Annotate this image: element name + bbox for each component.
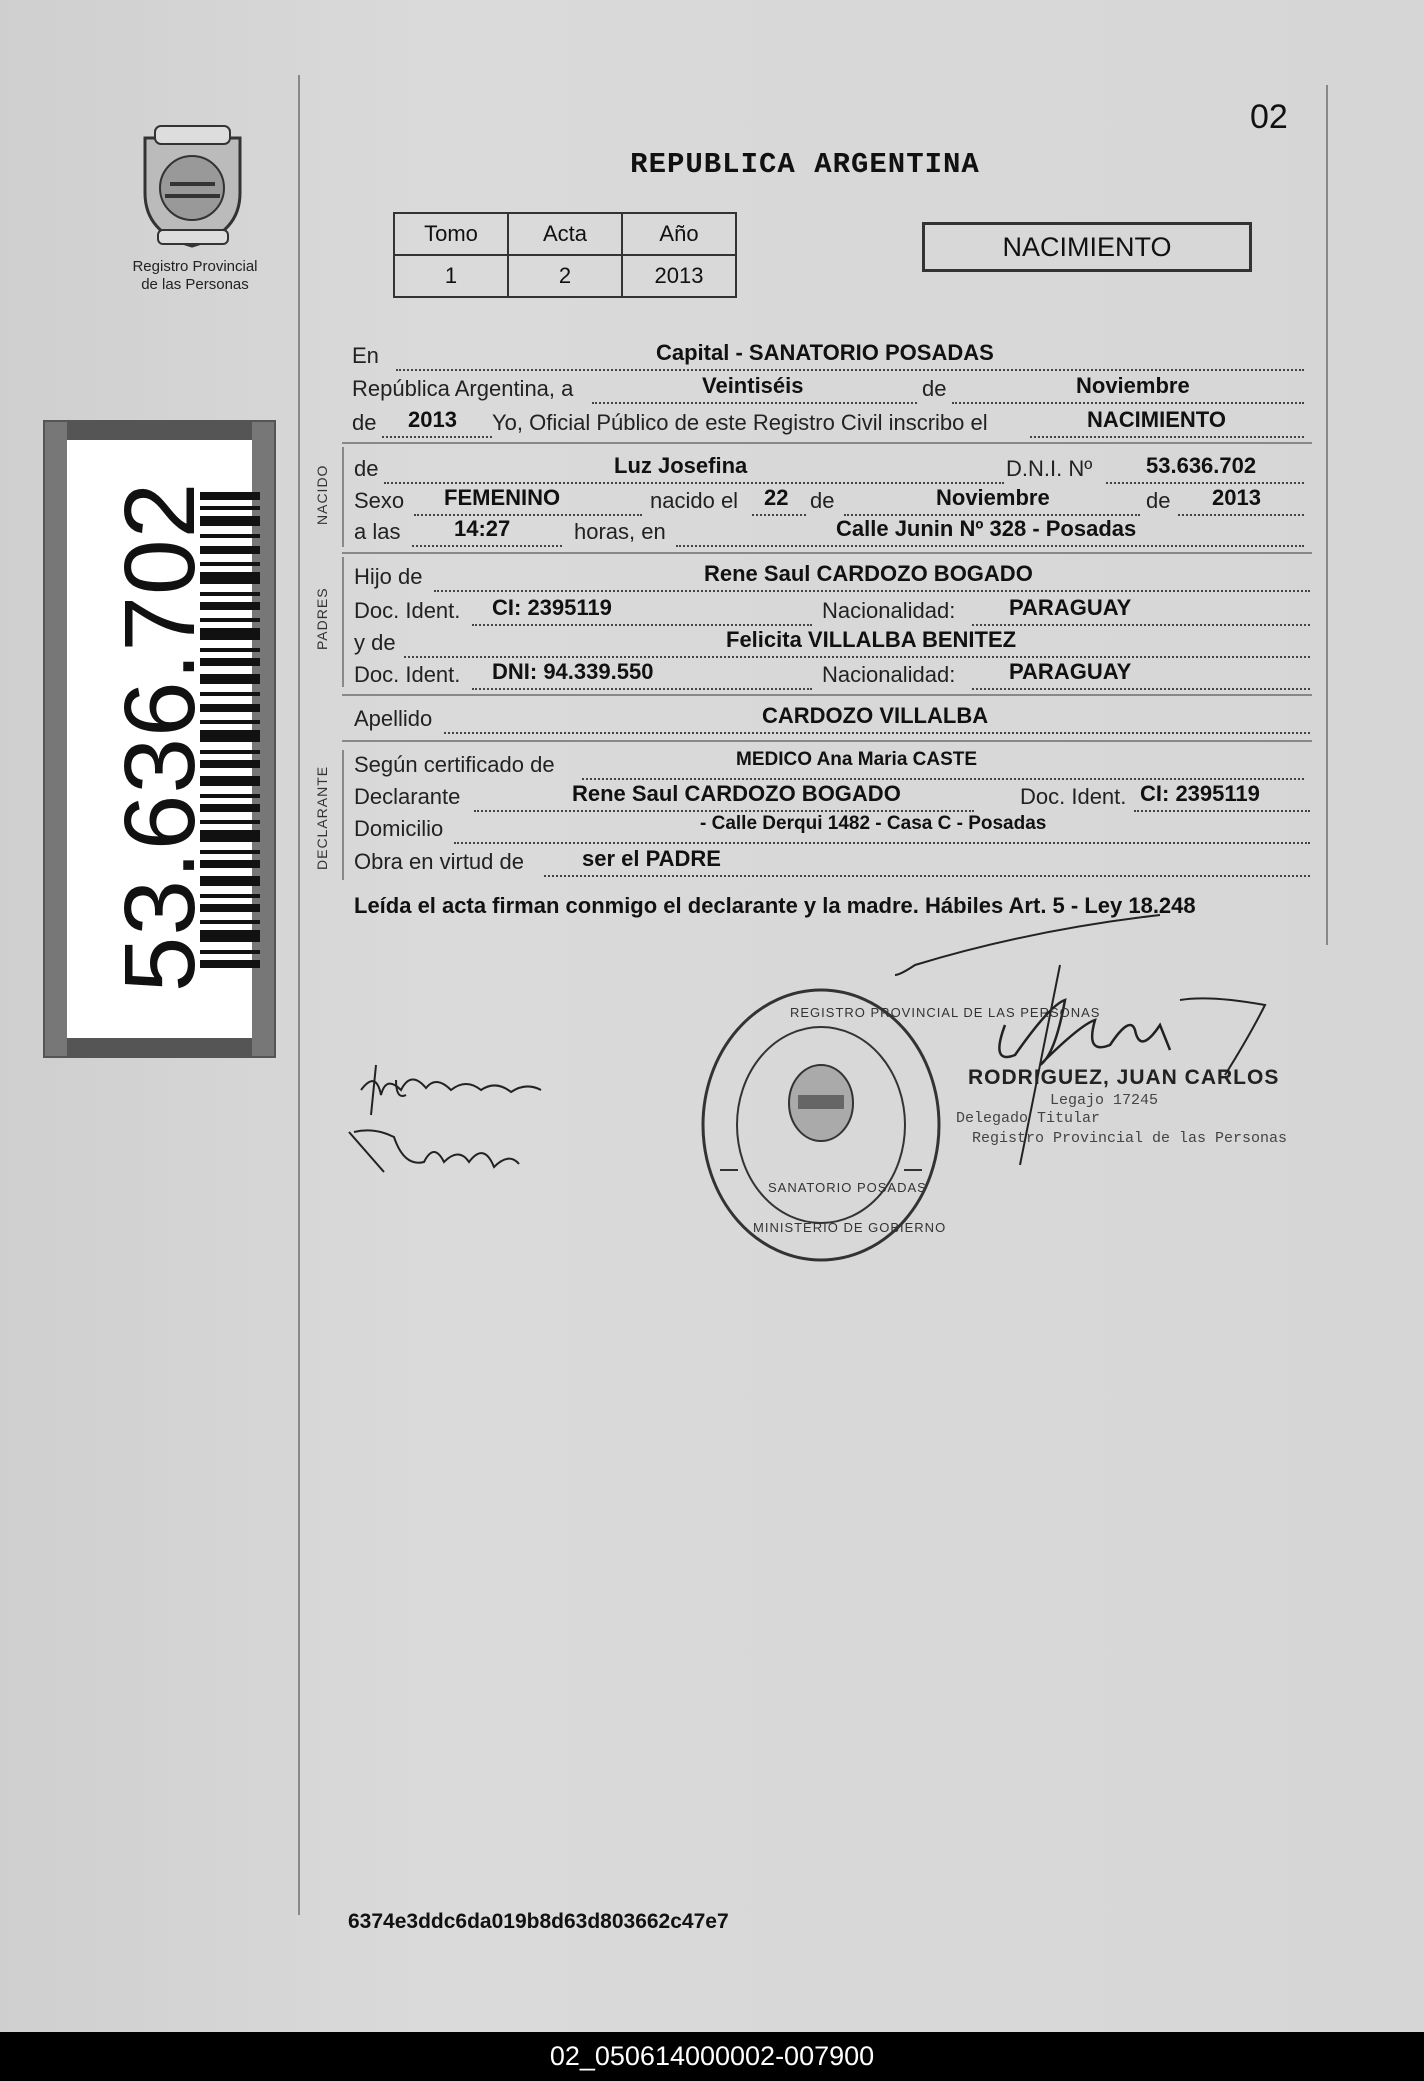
dotted-line: [544, 875, 1310, 877]
logo-caption: [105, 258, 285, 294]
dotted-line: [1178, 514, 1304, 516]
row-certificate: [354, 749, 1310, 782]
value-father-nationality: PARAGUAY: [1009, 595, 1132, 620]
value-birth-month: Noviembre: [936, 485, 1050, 510]
value-address: - Calle Derqui 1482 - Casa C - Posadas: [700, 813, 1047, 834]
label-de: de: [922, 376, 947, 401]
label-horas-en: horas, en: [574, 519, 666, 544]
section-divider: [342, 694, 1312, 696]
official-office: Registro Provincial de las Personas: [972, 1130, 1288, 1147]
dotted-line: [952, 402, 1304, 404]
label-nacionalidad: Nacionalidad:: [822, 598, 956, 623]
value-place: Capital - SANATORIO POSADAS: [656, 340, 994, 365]
registry-value-acta: 2: [508, 255, 622, 297]
registry-header-ano: Año: [622, 213, 736, 255]
value-birth-year: 2013: [1212, 485, 1261, 510]
document-type-box: NACIMIENTO: [922, 222, 1252, 272]
nacido-section-label: NACIDO: [314, 464, 330, 525]
registry-value-tomo: 1: [394, 255, 508, 297]
section-divider: [342, 552, 1312, 554]
value-declarant-doc: CI: 2395119: [1140, 781, 1260, 806]
barcode-sticker: [43, 420, 276, 1058]
registry-value-ano: 2013: [622, 255, 736, 297]
dotted-line: [434, 590, 1310, 592]
label-apellido: Apellido: [354, 706, 433, 731]
value-mother-nationality: PARAGUAY: [1009, 659, 1132, 684]
dotted-line: [582, 778, 1304, 780]
dotted-line: [474, 810, 974, 812]
barcode-number: 53.636.702: [104, 481, 216, 993]
row-father-doc: [354, 595, 1310, 628]
nacido-bracket: [342, 447, 344, 547]
dotted-line: [972, 688, 1310, 690]
registry-header-acta: Acta: [508, 213, 622, 255]
province-seal-logo: [130, 118, 255, 248]
dotted-line: [396, 369, 1304, 371]
value-father-doc: CI: 2395119: [492, 595, 612, 620]
label-de-year2: de: [1146, 488, 1171, 513]
row-nacido-sex: [354, 485, 1304, 518]
value-declarant-role: ser el PADRE: [582, 846, 721, 871]
value-declarant-name: Rene Saul CARDOZO BOGADO: [572, 781, 901, 806]
value-sex: FEMENINO: [444, 485, 561, 510]
value-mother-doc: DNI: 94.339.550: [492, 659, 654, 684]
label-en: En: [352, 343, 379, 368]
label-obra-en-virtud: Obra en virtud de: [354, 849, 524, 874]
official-name: RODRIGUEZ, JUAN CARLOS: [968, 1066, 1280, 1089]
value-birth-time: 14:27: [454, 516, 511, 541]
label-de-month: de: [810, 488, 835, 513]
dotted-line: [444, 732, 1310, 734]
dotted-line: [752, 514, 806, 516]
value-birth-place: Calle Junin Nº 328 - Posadas: [836, 516, 1137, 541]
section-divider: [342, 442, 1312, 444]
label-de-year: de: [352, 410, 377, 435]
label-y-de: y de: [354, 630, 396, 655]
label-segun-certificado: Según certificado de: [354, 752, 555, 777]
footer-id-bar: 02_050614000002-007900: [0, 2032, 1424, 2081]
closing-statement: Leída el acta firman conmigo el declarante y la madre. Hábiles Art. 5 - Ley 18.248: [354, 893, 1196, 918]
dotted-line: [676, 545, 1304, 547]
mother-signature: [344, 1122, 534, 1192]
value-mother-name: Felicita VILLALBA BENITEZ: [726, 627, 1017, 652]
value-certificate: MEDICO Ana Maria CASTE: [736, 749, 978, 770]
label-sexo: Sexo: [354, 488, 405, 513]
section-divider: [342, 740, 1312, 742]
dotted-line: [382, 436, 492, 438]
row-statement: [352, 407, 1304, 440]
row-mother-doc: [354, 659, 1310, 692]
dotted-line: [1106, 482, 1304, 484]
logo-caption-line1: Registro Provincial: [132, 258, 258, 275]
value-day-words: Veintiséis: [702, 373, 804, 398]
value-father-name: Rene Saul CARDOZO BOGADO: [704, 561, 1033, 586]
row-nacido-name: [354, 453, 1304, 486]
value-registration-type: NACIMIENTO: [1087, 407, 1226, 432]
padres-bracket: [342, 557, 344, 687]
document-hash: 6374e3ddc6da019b8d63d803662c47e7: [348, 1910, 729, 1933]
official-legajo: Legajo 17245: [1050, 1092, 1159, 1109]
official-role: Delegado Titular: [956, 1110, 1101, 1127]
label-nacido-el: nacido el: [650, 488, 739, 513]
registry-table-header-row: [394, 213, 736, 255]
page-number: 02: [1250, 98, 1288, 136]
padres-section-label: PADRES: [314, 587, 330, 650]
label-a-las: a las: [354, 519, 401, 544]
label-dni: D.N.I. Nº: [1006, 456, 1093, 481]
dotted-line: [404, 656, 1310, 658]
row-obra: [354, 846, 1310, 879]
stamp-inner-text: SANATORIO POSADAS: [768, 1180, 927, 1195]
label-republica: República Argentina, a: [352, 376, 574, 401]
dotted-line: [384, 482, 1004, 484]
value-dni: 53.636.702: [1146, 453, 1257, 478]
dotted-line: [472, 624, 812, 626]
declarante-section-label: DECLARANTE: [314, 765, 330, 870]
stamp-outer-text: REGISTRO PROVINCIAL DE LAS PERSONAS: [790, 1005, 1101, 1020]
dotted-line: [412, 545, 562, 547]
dotted-line: [414, 514, 642, 516]
row-domicilio: [354, 813, 1310, 846]
row-apellido: [354, 703, 1310, 736]
label-declarante: Declarante: [354, 784, 461, 809]
value-surname: CARDOZO VILLALBA: [762, 703, 989, 728]
row-nacido-time: [354, 516, 1304, 549]
logo-caption-line2: de las Personas: [141, 276, 249, 293]
dotted-line: [592, 402, 917, 404]
value-month: Noviembre: [1076, 373, 1190, 398]
label-doc-ident2: Doc. Ident.: [354, 662, 461, 687]
dotted-line: [1030, 436, 1304, 438]
registry-table-value-row: [394, 255, 736, 297]
row-father: [354, 561, 1310, 594]
statement-text: Yo, Oficial Público de este Registro Civil inscribo el: [492, 410, 988, 435]
row-declarante: [354, 781, 1310, 814]
dotted-line: [472, 688, 812, 690]
row-date: [352, 373, 1304, 406]
country-title: REPUBLICA ARGENTINA: [630, 148, 980, 181]
dotted-line: [972, 624, 1310, 626]
stamp-bottom-text: MINISTERIO DE GOBIERNO: [753, 1220, 947, 1235]
dotted-line: [1134, 810, 1310, 812]
label-doc-ident: Doc. Ident.: [354, 598, 461, 623]
value-year: 2013: [408, 407, 457, 432]
value-birth-day: 22: [764, 485, 789, 510]
left-margin-line: [298, 75, 300, 1915]
label-de-name: de: [354, 456, 379, 481]
registry-table: [393, 212, 737, 298]
declarante-bracket: [342, 750, 344, 880]
label-hijo-de: Hijo de: [354, 564, 423, 589]
label-doc-ident3: Doc. Ident.: [1020, 784, 1127, 809]
label-nacionalidad2: Nacionalidad:: [822, 662, 956, 687]
label-domicilio: Domicilio: [354, 816, 444, 841]
value-child-name: Luz Josefina: [614, 453, 748, 478]
dotted-line: [454, 842, 1310, 844]
registry-header-tomo: Tomo: [394, 213, 508, 255]
row-place: [352, 340, 1304, 373]
right-margin-line: [1326, 85, 1328, 945]
row-mother: [354, 627, 1310, 660]
